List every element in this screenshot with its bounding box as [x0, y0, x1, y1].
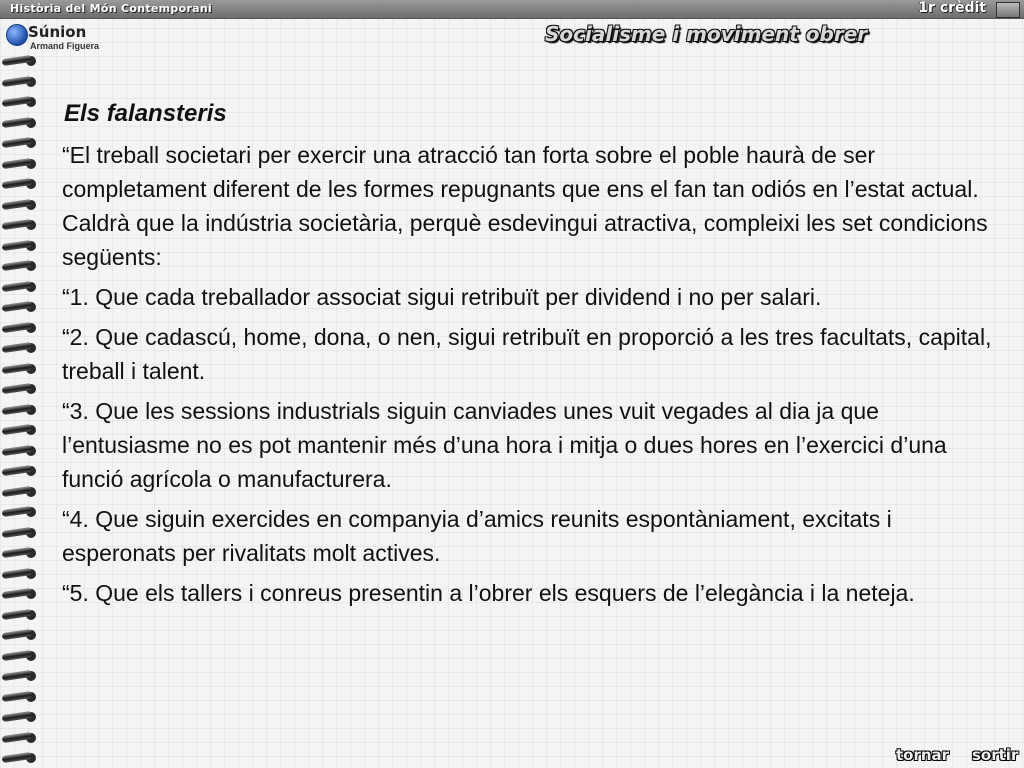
spiral-binding [0, 52, 44, 768]
logo-name: Súnion [28, 23, 87, 41]
spiral-ring [2, 362, 40, 376]
credit-label: 1r crèdit [918, 0, 986, 16]
main-content [62, 100, 1007, 616]
spiral-ring [2, 136, 40, 150]
spiral-ring [2, 464, 40, 478]
unit-title: Socialisme i moviment obrer [545, 22, 868, 46]
paragraph-condition-2: “2. Que cadascú, home, dona, o nen, sigui retribuït en proporció a les tres facultats, capital, treball i talent. [62, 324, 992, 384]
back-link[interactable]: tornar [896, 746, 950, 764]
spiral-ring [2, 75, 40, 89]
spiral-ring [2, 239, 40, 253]
spiral-ring [2, 485, 40, 499]
spiral-ring [2, 198, 40, 212]
top-bar [0, 0, 1024, 19]
exit-link[interactable]: sortir [972, 746, 1019, 764]
spiral-ring [2, 669, 40, 683]
paragraph-condition-3: “3. Que les sessions industrials siguin canviades unes vuit vegades al dia ja que l’entusiasme no es pot mantenir més d’una hora i mitja o dues hores en l’exercici d’una funció agrícola o manufacturera. [62, 398, 947, 492]
paragraph-condition-5: “5. Que els tallers i conreus presentin a l’obrer els esquers de l’elegància i la neteja. [62, 580, 915, 606]
spiral-ring [2, 751, 40, 765]
globe-icon [6, 24, 28, 46]
spiral-ring [2, 341, 40, 355]
spiral-ring [2, 444, 40, 458]
spiral-ring [2, 731, 40, 745]
spiral-ring [2, 587, 40, 601]
spiral-ring [2, 505, 40, 519]
corner-decoration [996, 2, 1020, 18]
spiral-ring [2, 690, 40, 704]
spiral-ring [2, 567, 40, 581]
paragraph-condition-4: “4. Que siguin exercides en companyia d’amics reunits espontàniament, excitats i esperonats per rivalitats molt actives. [62, 506, 892, 566]
spiral-ring [2, 95, 40, 109]
sunion-logo [6, 22, 126, 50]
spiral-ring [2, 628, 40, 642]
spiral-ring [2, 300, 40, 314]
spiral-ring [2, 218, 40, 232]
logo-author: Armand Figuera [30, 41, 100, 51]
course-title: Història del Món Contemporani [10, 2, 213, 15]
spiral-ring [2, 54, 40, 68]
spiral-ring [2, 116, 40, 130]
spiral-ring [2, 177, 40, 191]
spiral-ring [2, 710, 40, 724]
spiral-ring [2, 259, 40, 273]
spiral-ring [2, 157, 40, 171]
spiral-ring [2, 608, 40, 622]
spiral-ring [2, 526, 40, 540]
spiral-ring [2, 321, 40, 335]
paragraph-intro: “El treball societari per exercir una atracció tan forta sobre el poble haurà de ser completament diferent de les formes repugnants que ens el fan tan odiós en l’estat actual. Caldrà que la indústria societària, perquè esdevingui atractiva, compleixi les set condicions següents: [62, 142, 988, 270]
spiral-ring [2, 423, 40, 437]
paragraph-condition-1: “1. Que cada treballador associat sigui retribuït per dividend i no per salari. [62, 284, 822, 310]
spiral-ring [2, 403, 40, 417]
section-heading: Els falansteris [64, 100, 227, 127]
spiral-ring [2, 382, 40, 396]
spiral-ring [2, 546, 40, 560]
spiral-ring [2, 649, 40, 663]
spiral-ring [2, 280, 40, 294]
